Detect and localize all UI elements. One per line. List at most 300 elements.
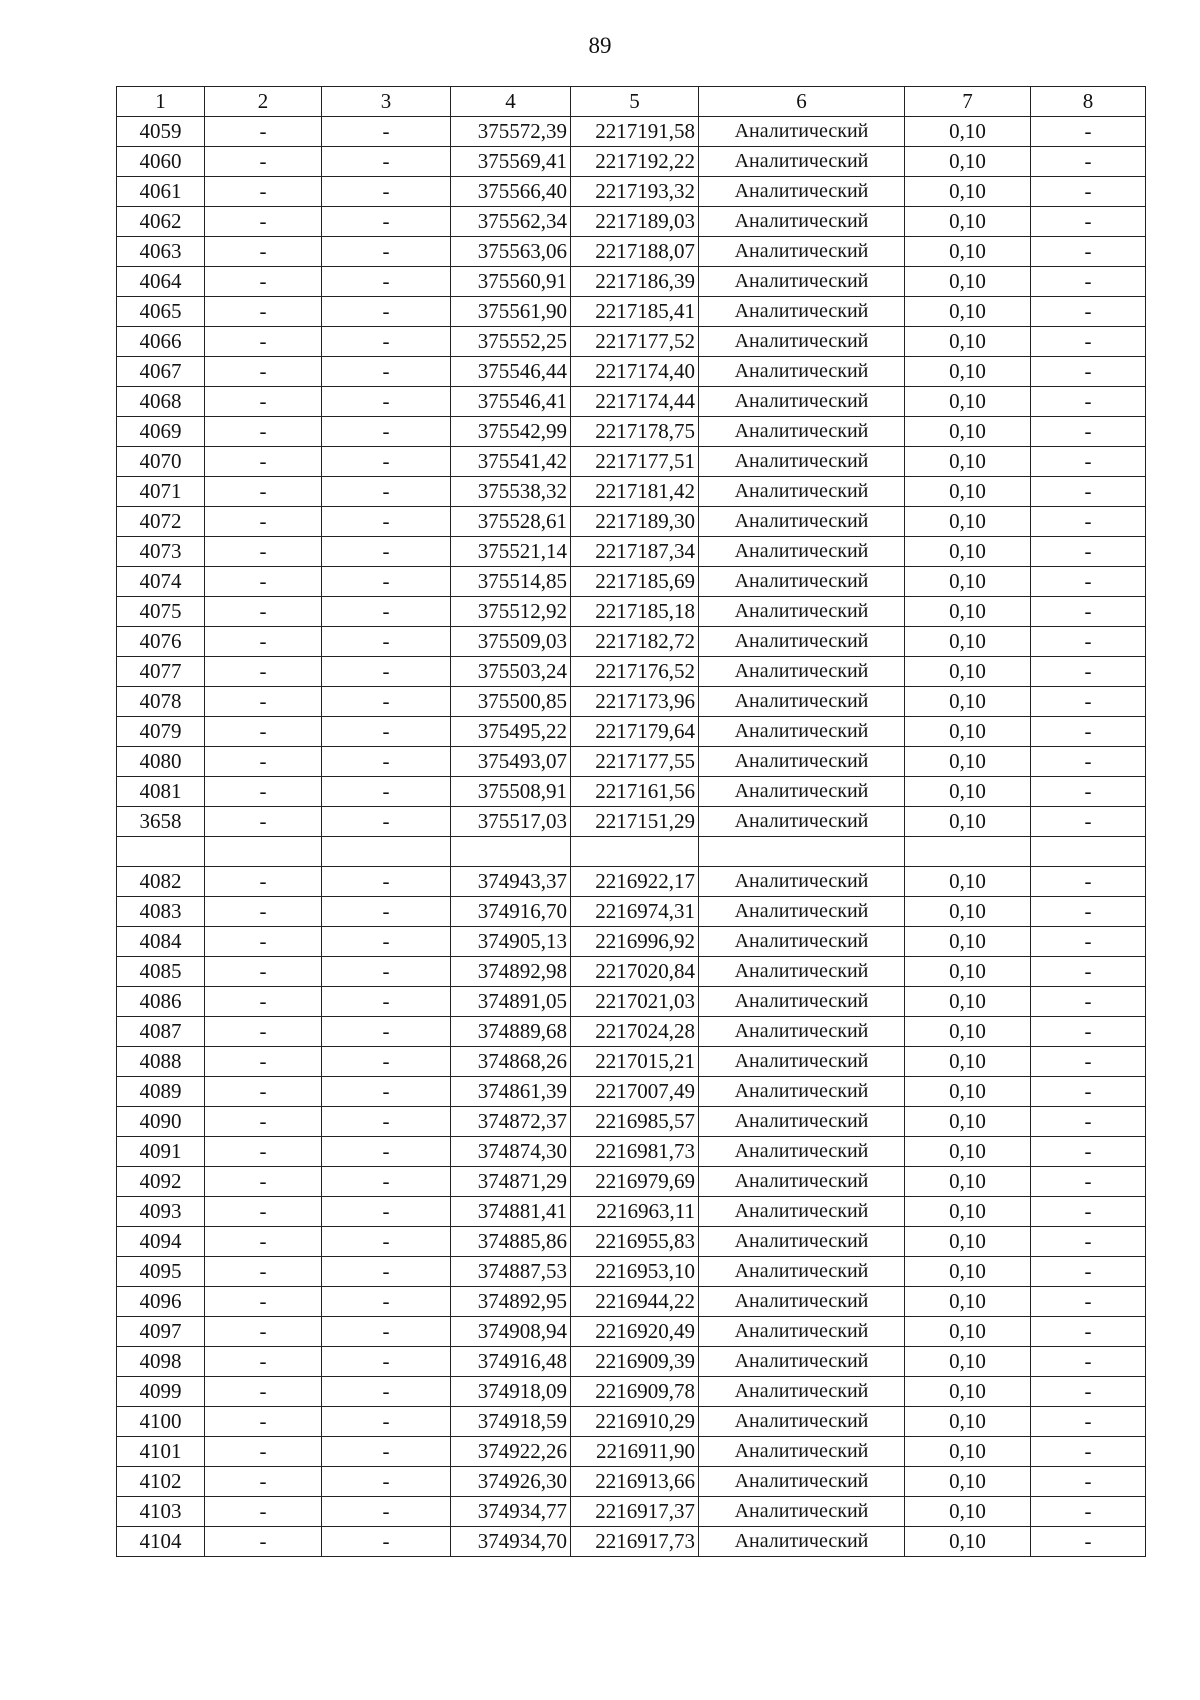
table-cell-col-8: - xyxy=(1031,1016,1146,1046)
table-cell-point-number: 4074 xyxy=(117,567,205,597)
table-cell-col-8: - xyxy=(1031,687,1146,717)
table-cell-method: Аналитический xyxy=(699,417,905,447)
table-cell-col-8: - xyxy=(1031,387,1146,417)
table-row xyxy=(117,1316,1146,1346)
table-cell-coord-y: 2217177,51 xyxy=(571,447,699,477)
table-row xyxy=(117,567,1146,597)
table-cell-accuracy: 0,10 xyxy=(905,627,1031,657)
table-cell-method: Аналитический xyxy=(699,327,905,357)
table-cell-col-3: - xyxy=(322,777,451,807)
table-cell-col-8: - xyxy=(1031,357,1146,387)
table-cell-coord-y: 2217187,34 xyxy=(571,537,699,567)
table-row xyxy=(117,777,1146,807)
table-cell-col-3: - xyxy=(322,327,451,357)
table-cell-coord-x: 375528,61 xyxy=(451,507,571,537)
table-cell-accuracy: 0,10 xyxy=(905,777,1031,807)
table-cell-col-2: - xyxy=(205,1256,322,1286)
table-cell-coord-y: 2216974,31 xyxy=(571,896,699,926)
table-cell-coord-x: 375509,03 xyxy=(451,627,571,657)
table-cell-col-2: - xyxy=(205,1106,322,1136)
column-header: 2 xyxy=(205,87,322,117)
table-cell-point-number: 3658 xyxy=(117,807,205,837)
table-cell-col-8: - xyxy=(1031,657,1146,687)
column-header: 7 xyxy=(905,87,1031,117)
table-row xyxy=(117,357,1146,387)
table-cell-point-number: 4091 xyxy=(117,1136,205,1166)
table-cell-coord-y: 2216985,57 xyxy=(571,1106,699,1136)
table-cell-col-2: - xyxy=(205,207,322,237)
table-cell-accuracy: 0,10 xyxy=(905,986,1031,1016)
table-cell-col-3: - xyxy=(322,237,451,267)
table-row xyxy=(117,687,1146,717)
table-cell-coord-x: 375560,91 xyxy=(451,267,571,297)
table-cell-col-3: - xyxy=(322,147,451,177)
table-row xyxy=(117,1016,1146,1046)
table-cell-point-number: 4078 xyxy=(117,687,205,717)
table-cell-coord-y: 2217177,52 xyxy=(571,327,699,357)
table-cell-accuracy: 0,10 xyxy=(905,327,1031,357)
table-cell-col-3: - xyxy=(322,926,451,956)
table-cell-coord-y: 2217185,69 xyxy=(571,567,699,597)
table-cell-coord-x: 374861,39 xyxy=(451,1076,571,1106)
table-cell-col-3: - xyxy=(322,417,451,447)
table-cell-col-3: - xyxy=(322,657,451,687)
table-cell-col-3: - xyxy=(322,747,451,777)
table-cell-method: Аналитический xyxy=(699,1466,905,1496)
table-cell-accuracy: 0,10 xyxy=(905,1226,1031,1256)
table-cell-col-8: - xyxy=(1031,1436,1146,1466)
table-cell-col-2: - xyxy=(205,1196,322,1226)
table-cell-point-number: 4065 xyxy=(117,297,205,327)
table-cell-col-8: - xyxy=(1031,1406,1146,1436)
table-cell-col-3: - xyxy=(322,297,451,327)
table-cell-coord-y: 2217024,28 xyxy=(571,1016,699,1046)
table-cell-accuracy: 0,10 xyxy=(905,477,1031,507)
table-cell-method: Аналитический xyxy=(699,1406,905,1436)
table-cell-col-3: - xyxy=(322,507,451,537)
table-cell-col-8: - xyxy=(1031,627,1146,657)
table-row xyxy=(117,1136,1146,1166)
table-cell-method: Аналитический xyxy=(699,1286,905,1316)
table-cell-col-2: - xyxy=(205,477,322,507)
table-cell-col-8: - xyxy=(1031,1316,1146,1346)
table-cell-method: Аналитический xyxy=(699,747,905,777)
table-cell-coord-x: 375566,40 xyxy=(451,177,571,207)
table-cell-col-3: - xyxy=(322,357,451,387)
table-cell-accuracy: 0,10 xyxy=(905,1376,1031,1406)
table-cell-col-3: - xyxy=(322,1016,451,1046)
table-cell-col-2: - xyxy=(205,777,322,807)
table-cell-coord-x: 374889,68 xyxy=(451,1016,571,1046)
table-cell-point-number: 4093 xyxy=(117,1196,205,1226)
table-cell-coord-y: 2217189,03 xyxy=(571,207,699,237)
table-cell-coord-x: 375500,85 xyxy=(451,687,571,717)
table-cell-point-number: 4060 xyxy=(117,147,205,177)
table-cell-coord-x: 374892,95 xyxy=(451,1286,571,1316)
table-cell-method xyxy=(699,837,905,867)
table-cell-col-2: - xyxy=(205,387,322,417)
table-cell-col-2: - xyxy=(205,447,322,477)
table-header-row xyxy=(117,87,1146,117)
table-row xyxy=(117,387,1146,417)
table-cell-coord-y: 2217015,21 xyxy=(571,1046,699,1076)
table-cell-coord-x: 375563,06 xyxy=(451,237,571,267)
table-cell-method: Аналитический xyxy=(699,777,905,807)
table-cell-point-number: 4095 xyxy=(117,1256,205,1286)
table-cell-method: Аналитический xyxy=(699,387,905,417)
table-cell-col-8 xyxy=(1031,837,1146,867)
table-cell-col-3: - xyxy=(322,807,451,837)
table-cell-col-2: - xyxy=(205,986,322,1016)
table-row xyxy=(117,1226,1146,1256)
table-cell-col-3: - xyxy=(322,1046,451,1076)
table-cell-col-2: - xyxy=(205,747,322,777)
table-cell-col-2: - xyxy=(205,417,322,447)
table-cell-col-8: - xyxy=(1031,1256,1146,1286)
table-cell-point-number: 4100 xyxy=(117,1406,205,1436)
table-cell-accuracy: 0,10 xyxy=(905,1016,1031,1046)
table-cell-coord-x: 374905,13 xyxy=(451,926,571,956)
table-cell-accuracy: 0,10 xyxy=(905,447,1031,477)
table-cell-coord-x: 375572,39 xyxy=(451,117,571,147)
table-cell-method: Аналитический xyxy=(699,537,905,567)
table-cell-coord-x: 374922,26 xyxy=(451,1436,571,1466)
table-cell-col-3: - xyxy=(322,1316,451,1346)
coordinates-table xyxy=(116,86,1146,1557)
table-cell-coord-y: 2217178,75 xyxy=(571,417,699,447)
table-cell-col-3: - xyxy=(322,1256,451,1286)
table-cell-accuracy: 0,10 xyxy=(905,1196,1031,1226)
table-cell-col-8: - xyxy=(1031,1046,1146,1076)
table-cell-method: Аналитический xyxy=(699,687,905,717)
table-cell-point-number: 4077 xyxy=(117,657,205,687)
table-cell-method: Аналитический xyxy=(699,1316,905,1346)
table-cell-coord-y: 2217191,58 xyxy=(571,117,699,147)
table-cell-method: Аналитический xyxy=(699,357,905,387)
table-cell-col-2: - xyxy=(205,717,322,747)
table-cell-accuracy: 0,10 xyxy=(905,717,1031,747)
table-cell-accuracy: 0,10 xyxy=(905,1406,1031,1436)
table-cell-point-number: 4084 xyxy=(117,926,205,956)
table-cell-accuracy: 0,10 xyxy=(905,507,1031,537)
table-row xyxy=(117,477,1146,507)
table-cell-method: Аналитический xyxy=(699,267,905,297)
table-cell-method: Аналитический xyxy=(699,1076,905,1106)
table-cell-point-number: 4096 xyxy=(117,1286,205,1316)
table-cell-method: Аналитический xyxy=(699,1016,905,1046)
table-cell-accuracy: 0,10 xyxy=(905,747,1031,777)
table-cell-method: Аналитический xyxy=(699,926,905,956)
table-cell-coord-y: 2216953,10 xyxy=(571,1256,699,1286)
table-row xyxy=(117,117,1146,147)
table-cell-accuracy: 0,10 xyxy=(905,1436,1031,1466)
table-cell-col-8: - xyxy=(1031,1106,1146,1136)
table-row xyxy=(117,1526,1146,1556)
table-cell-col-3: - xyxy=(322,627,451,657)
table-cell-col-8: - xyxy=(1031,1136,1146,1166)
table-cell-point-number: 4085 xyxy=(117,956,205,986)
table-cell-coord-x: 375561,90 xyxy=(451,297,571,327)
table-row xyxy=(117,447,1146,477)
table-row xyxy=(117,1496,1146,1526)
table-cell-method: Аналитический xyxy=(699,866,905,896)
table-cell-col-8: - xyxy=(1031,1496,1146,1526)
table-cell-col-2: - xyxy=(205,1376,322,1406)
table-row xyxy=(117,1256,1146,1286)
table-cell-coord-x: 375493,07 xyxy=(451,747,571,777)
table-cell-col-2: - xyxy=(205,1526,322,1556)
table-cell-col-2: - xyxy=(205,537,322,567)
table-cell-col-2: - xyxy=(205,926,322,956)
table-cell-method: Аналитический xyxy=(699,297,905,327)
table-cell-accuracy: 0,10 xyxy=(905,1046,1031,1076)
table-cell-method: Аналитический xyxy=(699,956,905,986)
table-cell-accuracy: 0,10 xyxy=(905,387,1031,417)
table-cell-point-number: 4094 xyxy=(117,1226,205,1256)
table-cell-col-3: - xyxy=(322,1286,451,1316)
table-body xyxy=(117,117,1146,1557)
table-cell-col-3: - xyxy=(322,717,451,747)
table-cell-point-number: 4080 xyxy=(117,747,205,777)
table-cell-method: Аналитический xyxy=(699,1106,905,1136)
table-row xyxy=(117,1166,1146,1196)
table-cell-accuracy: 0,10 xyxy=(905,597,1031,627)
table-cell-col-8: - xyxy=(1031,1166,1146,1196)
table-cell-col-3: - xyxy=(322,117,451,147)
table-row xyxy=(117,237,1146,267)
table-cell-col-2: - xyxy=(205,237,322,267)
table-cell-coord-y: 2217020,84 xyxy=(571,956,699,986)
table-cell-col-2: - xyxy=(205,627,322,657)
table-cell-point-number: 4089 xyxy=(117,1076,205,1106)
table-cell-method: Аналитический xyxy=(699,1376,905,1406)
table-cell-coord-x xyxy=(451,837,571,867)
table-row xyxy=(117,507,1146,537)
table-cell-col-8: - xyxy=(1031,1526,1146,1556)
table-cell-coord-y: 2216910,29 xyxy=(571,1406,699,1436)
table-cell-point-number: 4099 xyxy=(117,1376,205,1406)
table-cell-col-3: - xyxy=(322,1106,451,1136)
table-cell-coord-x: 375569,41 xyxy=(451,147,571,177)
table-cell-point-number: 4079 xyxy=(117,717,205,747)
table-cell-col-2: - xyxy=(205,896,322,926)
table-cell-method: Аналитический xyxy=(699,567,905,597)
table-cell-col-2: - xyxy=(205,1346,322,1376)
table-cell-col-8: - xyxy=(1031,1076,1146,1106)
table-cell-col-2: - xyxy=(205,1166,322,1196)
table-cell-accuracy: 0,10 xyxy=(905,1076,1031,1106)
table-cell-col-8: - xyxy=(1031,477,1146,507)
table-row xyxy=(117,717,1146,747)
table-cell-point-number: 4082 xyxy=(117,866,205,896)
table-cell-accuracy: 0,10 xyxy=(905,926,1031,956)
table-cell-coord-y xyxy=(571,837,699,867)
table-cell-col-3: - xyxy=(322,1346,451,1376)
table-row xyxy=(117,1436,1146,1466)
table-cell-col-2: - xyxy=(205,117,322,147)
table-cell-point-number: 4081 xyxy=(117,777,205,807)
table-cell-col-8: - xyxy=(1031,717,1146,747)
table-cell-col-2: - xyxy=(205,956,322,986)
table-row xyxy=(117,537,1146,567)
table-cell-col-2: - xyxy=(205,357,322,387)
table-row xyxy=(117,837,1146,867)
table-cell-point-number: 4071 xyxy=(117,477,205,507)
table-cell-coord-y: 2217188,07 xyxy=(571,237,699,267)
table-cell-coord-y: 2217161,56 xyxy=(571,777,699,807)
table-cell-coord-y: 2216917,37 xyxy=(571,1496,699,1526)
table-cell-col-3: - xyxy=(322,986,451,1016)
table-cell-coord-y: 2216944,22 xyxy=(571,1286,699,1316)
table-cell-col-2: - xyxy=(205,1436,322,1466)
column-header: 3 xyxy=(322,87,451,117)
table-cell-point-number: 4076 xyxy=(117,627,205,657)
table-cell-coord-y: 2216911,90 xyxy=(571,1436,699,1466)
table-cell-col-8: - xyxy=(1031,537,1146,567)
table-cell-col-2: - xyxy=(205,1316,322,1346)
table-cell-col-8: - xyxy=(1031,777,1146,807)
table-cell-point-number: 4063 xyxy=(117,237,205,267)
table-row xyxy=(117,1286,1146,1316)
table-cell-accuracy: 0,10 xyxy=(905,267,1031,297)
table-cell-col-3: - xyxy=(322,1436,451,1466)
table-cell-coord-x: 375503,24 xyxy=(451,657,571,687)
table-cell-coord-y: 2217185,41 xyxy=(571,297,699,327)
table-cell-accuracy: 0,10 xyxy=(905,1316,1031,1346)
table-cell-coord-x: 375512,92 xyxy=(451,597,571,627)
table-cell-col-2: - xyxy=(205,1466,322,1496)
table-cell-col-8: - xyxy=(1031,956,1146,986)
table-cell-col-3: - xyxy=(322,896,451,926)
table-cell-col-3: - xyxy=(322,1166,451,1196)
table-row xyxy=(117,147,1146,177)
table-cell-col-3: - xyxy=(322,956,451,986)
table-row xyxy=(117,1196,1146,1226)
table-cell-col-3: - xyxy=(322,597,451,627)
table-cell-col-3: - xyxy=(322,267,451,297)
table-cell-col-8: - xyxy=(1031,1376,1146,1406)
table-cell-col-8: - xyxy=(1031,237,1146,267)
table-cell-coord-x: 374916,48 xyxy=(451,1346,571,1376)
table-cell-coord-y: 2216963,11 xyxy=(571,1196,699,1226)
table-cell-coord-x: 374908,94 xyxy=(451,1316,571,1346)
table-row xyxy=(117,627,1146,657)
table-row xyxy=(117,267,1146,297)
table-cell-method: Аналитический xyxy=(699,986,905,1016)
column-header: 6 xyxy=(699,87,905,117)
table-cell-col-8: - xyxy=(1031,177,1146,207)
table-cell-coord-x: 374871,29 xyxy=(451,1166,571,1196)
table-cell-coord-y: 2217174,44 xyxy=(571,387,699,417)
table-row xyxy=(117,297,1146,327)
table-cell-point-number: 4101 xyxy=(117,1436,205,1466)
table-cell-col-3: - xyxy=(322,477,451,507)
table-cell-col-3: - xyxy=(322,567,451,597)
table-cell-col-8: - xyxy=(1031,1286,1146,1316)
table-cell-method: Аналитический xyxy=(699,1526,905,1556)
table-cell-col-8: - xyxy=(1031,597,1146,627)
table-cell-col-2: - xyxy=(205,657,322,687)
table-cell-method: Аналитический xyxy=(699,1166,905,1196)
table-cell-coord-x: 375542,99 xyxy=(451,417,571,447)
table-row xyxy=(117,747,1146,777)
table-cell-coord-x: 374868,26 xyxy=(451,1046,571,1076)
table-cell-col-3: - xyxy=(322,1196,451,1226)
table-cell-coord-y: 2217182,72 xyxy=(571,627,699,657)
table-cell-accuracy: 0,10 xyxy=(905,297,1031,327)
table-cell-col-8: - xyxy=(1031,417,1146,447)
table-cell-col-2: - xyxy=(205,267,322,297)
table-cell-col-8: - xyxy=(1031,1226,1146,1256)
table-cell-method: Аналитический xyxy=(699,627,905,657)
table-cell-col-2: - xyxy=(205,1496,322,1526)
table-cell-point-number: 4088 xyxy=(117,1046,205,1076)
table-cell-accuracy: 0,10 xyxy=(905,147,1031,177)
table-cell-col-8: - xyxy=(1031,447,1146,477)
table-row xyxy=(117,1466,1146,1496)
table-row xyxy=(117,807,1146,837)
table-cell-col-2: - xyxy=(205,1286,322,1316)
table-cell-col-8: - xyxy=(1031,207,1146,237)
table-row xyxy=(117,926,1146,956)
table-cell-method: Аналитический xyxy=(699,477,905,507)
table-cell-accuracy: 0,10 xyxy=(905,1256,1031,1286)
table-cell-col-8: - xyxy=(1031,567,1146,597)
table-cell-accuracy: 0,10 xyxy=(905,687,1031,717)
table-cell-point-number: 4067 xyxy=(117,357,205,387)
table-cell-col-3: - xyxy=(322,1466,451,1496)
table-row xyxy=(117,657,1146,687)
table-cell-coord-y: 2217181,42 xyxy=(571,477,699,507)
table-cell-accuracy xyxy=(905,837,1031,867)
table-cell-col-8: - xyxy=(1031,807,1146,837)
table-cell-point-number: 4069 xyxy=(117,417,205,447)
table-cell-col-3: - xyxy=(322,1526,451,1556)
table-cell-point-number: 4087 xyxy=(117,1016,205,1046)
table-cell-point-number: 4092 xyxy=(117,1166,205,1196)
table-cell-point-number: 4102 xyxy=(117,1466,205,1496)
table-cell-col-2: - xyxy=(205,1226,322,1256)
table-cell-coord-y: 2217173,96 xyxy=(571,687,699,717)
table-cell-coord-x: 374872,37 xyxy=(451,1106,571,1136)
table-cell-method: Аналитический xyxy=(699,1046,905,1076)
table-row xyxy=(117,327,1146,357)
table-cell-coord-x: 374926,30 xyxy=(451,1466,571,1496)
table-cell-point-number: 4072 xyxy=(117,507,205,537)
table-cell-coord-x: 375552,25 xyxy=(451,327,571,357)
table-cell-col-2 xyxy=(205,837,322,867)
table-cell-col-3: - xyxy=(322,447,451,477)
table-cell-accuracy: 0,10 xyxy=(905,1526,1031,1556)
table-cell-accuracy: 0,10 xyxy=(905,537,1031,567)
table-cell-coord-x: 374891,05 xyxy=(451,986,571,1016)
table-cell-col-2: - xyxy=(205,1406,322,1436)
table-cell-method: Аналитический xyxy=(699,507,905,537)
table-cell-coord-y: 2216955,83 xyxy=(571,1226,699,1256)
table-cell-coord-y: 2216981,73 xyxy=(571,1136,699,1166)
table-cell-col-2: - xyxy=(205,1016,322,1046)
table-row xyxy=(117,417,1146,447)
table-cell-col-8: - xyxy=(1031,1466,1146,1496)
table-row xyxy=(117,177,1146,207)
table-cell-col-8: - xyxy=(1031,267,1146,297)
table-cell-coord-y: 2216909,39 xyxy=(571,1346,699,1376)
table-cell-col-3: - xyxy=(322,1406,451,1436)
table-cell-coord-x: 375495,22 xyxy=(451,717,571,747)
table-cell-col-2: - xyxy=(205,507,322,537)
table-cell-method: Аналитический xyxy=(699,1436,905,1466)
table-cell-accuracy: 0,10 xyxy=(905,417,1031,447)
